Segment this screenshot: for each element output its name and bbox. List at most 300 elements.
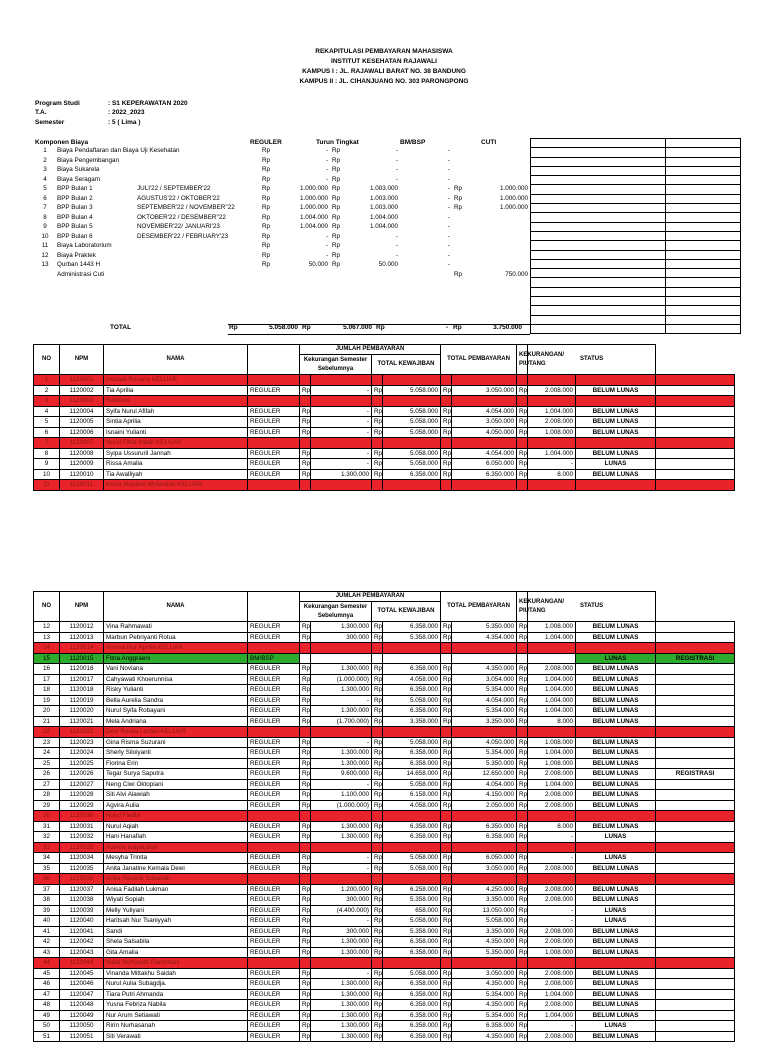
student-name: Nurul Fitria Indah KELUAR	[104, 438, 248, 449]
shortfall: 8.000	[528, 821, 576, 832]
side-grid-cell	[531, 185, 666, 194]
student-type: REGULER	[248, 989, 300, 1000]
rp-label: Rp	[372, 427, 383, 438]
reguler-value: -	[325, 242, 328, 249]
rp-label: Rp	[441, 674, 452, 685]
cuti-value	[466, 232, 530, 242]
institute-name: INSTITUT KESEHATAN RAJAWALI	[331, 58, 437, 65]
previous-semester-due: 9.600.000	[311, 769, 372, 780]
student-name: Nurul Aulia Subagdja.	[104, 979, 248, 990]
rp-label: Rp	[441, 448, 452, 459]
total-payment: 2.050.000	[452, 800, 517, 811]
empty-cell	[248, 874, 300, 885]
total-obligation: 6.358.000	[383, 989, 441, 1000]
rp-label: Rp	[300, 769, 311, 780]
rp-label: Rp	[300, 448, 311, 459]
shortfall: -	[528, 459, 576, 470]
student-row	[34, 821, 735, 832]
student-row	[34, 769, 735, 780]
rp-label: Rp	[372, 926, 383, 937]
student-type: REGULER	[248, 1010, 300, 1021]
empty-cell	[452, 842, 517, 853]
bm-value: -	[447, 166, 450, 173]
reguler-value: -	[325, 251, 328, 259]
side-grid-cell	[666, 166, 741, 175]
student-row	[34, 632, 735, 643]
component-period: SEPTEMBER'22 / NOVEMBER''22	[137, 204, 235, 211]
reguler-value: 1.004.000	[299, 223, 328, 230]
student-name: Anita Janatine Kemala Dewi	[104, 863, 248, 874]
previous-semester-due: -	[311, 737, 372, 748]
previous-semester-due: -	[311, 427, 372, 438]
student-name: Intanati Rosana KELUAR	[104, 375, 248, 386]
side-grid-row	[531, 287, 741, 296]
empty-cell	[452, 438, 517, 449]
cuti-value	[466, 241, 530, 251]
component-no: 7	[43, 204, 47, 211]
total-obligation: 6.358.000	[383, 758, 441, 769]
student-no: 8	[34, 448, 60, 459]
rp-label: Rp	[262, 156, 271, 164]
side-grid-cell	[531, 287, 666, 296]
status-extra	[656, 427, 735, 438]
side-grid-row	[531, 166, 741, 175]
empty-cell	[656, 874, 735, 885]
student-row	[34, 685, 735, 696]
rp-label: Rp	[332, 194, 341, 202]
total-payment: 4.354.000	[452, 632, 517, 643]
empty-cell	[517, 438, 528, 449]
status-extra	[656, 853, 735, 864]
total-obligation: 14.658.000	[383, 769, 441, 780]
rp-label: Rp	[517, 821, 528, 832]
rp-label	[452, 251, 466, 261]
rp-label: Rp	[441, 779, 452, 790]
student-name: Hani Hanafiah	[104, 832, 248, 843]
rp-label: Rp	[372, 459, 383, 470]
empty-cell	[311, 958, 372, 969]
student-name: Risky Yulianti	[104, 685, 248, 696]
total-payment: 6.350.000	[452, 469, 517, 480]
status-value: BELUM LUNAS	[576, 758, 656, 769]
student-no: 49	[34, 1010, 60, 1021]
previous-semester-due: -	[311, 863, 372, 874]
header-jumlah-pembayaran: JUMLAH PEMBAYARAN	[300, 345, 441, 355]
total-obligation: 5.058.000	[383, 459, 441, 470]
side-grid-row	[531, 259, 741, 268]
student-name: Gita Amalia	[104, 947, 248, 958]
side-grid-cell	[531, 259, 666, 268]
empty-cell	[576, 958, 656, 969]
student-no: 21	[34, 716, 60, 727]
component-name: Biaya Praktek	[57, 251, 96, 259]
shortfall: -	[528, 905, 576, 916]
side-grid-cell	[531, 324, 666, 333]
campus-2-address: KAMPUS II : JL. CIHANJUANG NO. 303 PARONGPONG	[299, 78, 469, 85]
side-grid-cell	[666, 278, 741, 287]
student-npm: 1120006	[60, 427, 104, 438]
previous-semester-due: -	[311, 853, 372, 864]
side-grid-cell	[666, 157, 741, 166]
student-npm: 1120012	[60, 622, 104, 633]
rp-label: Rp	[300, 685, 311, 696]
rp-label: Rp	[372, 716, 383, 727]
side-grid-cell	[666, 315, 741, 324]
empty-cell	[248, 375, 300, 386]
header-total-pembayaran: TOTAL PEMBAYARAN	[441, 592, 517, 622]
status-value: LUNAS	[576, 1021, 656, 1032]
student-no: 1	[34, 375, 60, 386]
student-npm: 1120032	[60, 832, 104, 843]
previous-semester-due: (1.000.000)	[311, 674, 372, 685]
rp-label: Rp	[372, 385, 383, 396]
rp-label: Rp	[300, 853, 311, 864]
shortfall: 2.008.000	[528, 1000, 576, 1011]
rp-label: Rp	[300, 968, 311, 979]
side-grid-cell	[531, 315, 666, 324]
student-type: REGULER	[248, 695, 300, 706]
spacer	[400, 270, 414, 280]
reguler-value	[274, 270, 330, 280]
student-row	[34, 737, 735, 748]
spacer	[400, 165, 414, 175]
status-extra	[656, 916, 735, 927]
side-grid-row	[531, 241, 741, 250]
previous-semester-due: 1.300.000	[311, 821, 372, 832]
student-npm: 1120040	[60, 916, 104, 927]
rp-label: Rp	[300, 937, 311, 948]
total-obligation: 5.058.000	[383, 417, 441, 428]
side-grid-row	[531, 231, 741, 240]
student-type: REGULER	[248, 937, 300, 948]
empty-cell	[452, 727, 517, 738]
reguler-value: 1.004.000	[299, 213, 328, 221]
turun-value: -	[395, 242, 398, 249]
rp-label: Rp	[441, 895, 452, 906]
side-grid-cell	[666, 306, 741, 315]
student-no: 45	[34, 968, 60, 979]
spacer	[400, 175, 414, 185]
empty-cell	[300, 874, 311, 885]
student-type: REGULER	[248, 448, 300, 459]
empty-cell	[372, 653, 383, 664]
student-npm: 1120002	[60, 385, 104, 396]
spacer	[400, 232, 414, 242]
shortfall: 8.000	[528, 716, 576, 727]
rp-label: Rp	[441, 459, 452, 470]
rp-label: Rp	[300, 800, 311, 811]
rp-label: Rp	[517, 947, 528, 958]
rp-label: Rp	[517, 459, 528, 470]
total-payment: 4.250.000	[452, 884, 517, 895]
student-no: 42	[34, 937, 60, 948]
component-row	[35, 175, 530, 185]
component-no: 13	[41, 261, 49, 268]
header-kekurangan-semester: Kekurangan Semester Sebelumnya	[300, 355, 372, 375]
turun-value: 50.000	[378, 261, 398, 268]
side-grid-row	[531, 324, 741, 333]
total-obligation: 4.058.000	[383, 800, 441, 811]
rp-label: Rp	[372, 1000, 383, 1011]
empty-cell	[441, 874, 452, 885]
student-npm: 1120044	[60, 958, 104, 969]
header-type	[248, 592, 300, 622]
empty-cell	[372, 727, 383, 738]
status-value: BELUM LUNAS	[576, 863, 656, 874]
student-row	[34, 469, 735, 480]
component-no: 10	[41, 232, 49, 240]
component-name: Qurban 1443 H	[57, 261, 101, 268]
rp-label: Rp	[372, 406, 383, 417]
rp-label: Rp	[441, 695, 452, 706]
student-type: REGULER	[248, 1021, 300, 1032]
component-name: BPP Bulan 6	[57, 232, 93, 240]
rp-label: Rp	[372, 779, 383, 790]
status-extra	[656, 821, 735, 832]
previous-semester-due: (1.700.000)	[311, 716, 372, 727]
total-obligation: 6.358.000	[383, 937, 441, 948]
previous-semester-due: -	[311, 779, 372, 790]
rp-label: Rp	[372, 989, 383, 1000]
empty-cell	[248, 480, 300, 491]
spacer	[400, 251, 414, 261]
previous-semester-due: 300.000	[311, 632, 372, 643]
rp-label: Rp	[300, 779, 311, 790]
student-no: 11	[34, 480, 60, 491]
component-period: AGUSTUS'22 / OKTOBER'22	[137, 194, 220, 202]
student-row	[34, 448, 735, 459]
student-no: 31	[34, 821, 60, 832]
student-type: REGULER	[248, 622, 300, 633]
rp-label	[452, 241, 466, 251]
previous-semester-due: 1.300.000	[311, 758, 372, 769]
program-value: : S1 KEPERAWATAN 2020	[108, 100, 188, 107]
shortfall: 1.004.000	[528, 685, 576, 696]
rp-label: Rp	[300, 1000, 311, 1011]
rp-label: Rp	[517, 685, 528, 696]
component-name: Biaya Sukarela	[57, 166, 100, 173]
shortfall: 1.008.000	[528, 427, 576, 438]
empty-cell	[383, 375, 441, 386]
total-obligation: 5.058.000	[383, 853, 441, 864]
empty-cell	[528, 643, 576, 654]
total-obligation: 5.058.000	[383, 448, 441, 459]
empty-cell	[383, 811, 441, 822]
empty-cell	[372, 480, 383, 491]
student-no: 27	[34, 779, 60, 790]
student-npm: 1120013	[60, 632, 104, 643]
student-npm: 1120034	[60, 853, 104, 864]
empty-cell	[248, 842, 300, 853]
empty-cell	[300, 438, 311, 449]
rp-label: Rp	[262, 175, 271, 183]
total-obligation: 5.058.000	[383, 779, 441, 790]
student-row	[34, 832, 735, 843]
student-row	[34, 895, 735, 906]
rp-label: Rp	[372, 937, 383, 948]
student-no: 4	[34, 406, 60, 417]
total-obligation: 6.358.000	[383, 706, 441, 717]
total-payment: 6.358.000	[452, 832, 517, 843]
student-npm: 1120003	[60, 396, 104, 407]
status-value: BELUM LUNAS	[576, 632, 656, 643]
empty-cell	[517, 375, 528, 386]
empty-cell	[441, 396, 452, 407]
total-payment: 5.354.000	[452, 1010, 517, 1021]
reguler-value: 50.000	[308, 261, 328, 268]
status-value: LUNAS	[576, 653, 656, 664]
total-payment: 5.350.000	[452, 622, 517, 633]
turun-value: 1.003.000	[369, 204, 398, 211]
total-payment: 3.350.000	[452, 895, 517, 906]
shortfall: -	[528, 832, 576, 843]
rp-label: Rp	[262, 213, 271, 221]
previous-semester-due: 1.300.000	[311, 947, 372, 958]
rp-label: Rp	[441, 979, 452, 990]
empty-cell	[517, 653, 528, 664]
turun-value: -	[395, 232, 398, 240]
empty-cell	[528, 375, 576, 386]
status-extra	[656, 674, 735, 685]
empty-cell	[383, 727, 441, 738]
empty-cell	[248, 811, 300, 822]
rp-label: Rp	[262, 242, 271, 249]
rp-label: Rp	[300, 459, 311, 470]
side-grid-row	[531, 176, 741, 185]
student-name: Mesyha Trinita	[104, 853, 248, 864]
student-row	[34, 989, 735, 1000]
rp-label: Rp	[372, 947, 383, 958]
side-grid-row	[531, 157, 741, 166]
empty-cell	[383, 480, 441, 491]
student-no: 51	[34, 1031, 60, 1042]
student-name: Fiorina Erin	[104, 758, 248, 769]
student-npm: 1120043	[60, 947, 104, 958]
side-grid-row	[531, 148, 741, 157]
student-type: REGULER	[248, 385, 300, 396]
spacer	[400, 222, 414, 232]
student-type: REGULER	[248, 853, 300, 864]
empty-cell	[528, 811, 576, 822]
student-row	[34, 958, 735, 969]
student-row	[34, 1010, 735, 1021]
student-type: REGULER	[248, 905, 300, 916]
student-name: Nurul Aqiah	[104, 821, 248, 832]
shortfall: 2.008.000	[528, 417, 576, 428]
previous-semester-due: (4.400.000)	[311, 905, 372, 916]
component-row	[35, 213, 530, 223]
rp-label: Rp	[332, 156, 341, 164]
col-cuti: CUTI	[481, 139, 497, 146]
component-no: 1	[43, 147, 47, 154]
status-extra	[656, 685, 735, 696]
side-grid-cell	[666, 250, 741, 259]
shortfall: -	[528, 1021, 576, 1032]
spacer	[400, 241, 414, 251]
turun-value: -	[395, 156, 398, 164]
student-name: Yusna Febriza Nabila	[104, 1000, 248, 1011]
total-obligation: 5.058.000	[383, 968, 441, 979]
empty-cell	[528, 480, 576, 491]
empty-cell	[248, 396, 300, 407]
empty-cell	[300, 643, 311, 654]
rp-label: Rp	[332, 213, 341, 221]
side-grid-cell	[531, 157, 666, 166]
empty-cell	[311, 643, 372, 654]
empty-cell	[452, 958, 517, 969]
header-total-kewajiban: TOTAL KEWAJIBAN	[372, 355, 441, 375]
status-value: LUNAS	[576, 916, 656, 927]
status-extra	[656, 895, 735, 906]
previous-semester-due: 1.300.000	[311, 748, 372, 759]
cuti-value	[466, 251, 530, 261]
student-no: 30	[34, 811, 60, 822]
total-obligation: 6.358.000	[383, 832, 441, 843]
student-name: Agvira Aulia	[104, 800, 248, 811]
student-npm: 1120020	[60, 706, 104, 717]
student-row	[34, 664, 735, 675]
side-grid-cell	[531, 176, 666, 185]
component-period: NOVEMBER'22/ JANUARI'23	[137, 223, 220, 230]
component-no	[35, 270, 55, 280]
side-grid-cell	[531, 222, 666, 231]
student-type: REGULER	[248, 748, 300, 759]
student-npm: 1120037	[60, 884, 104, 895]
rp-label: Rp	[517, 385, 528, 396]
cuti-value	[466, 165, 530, 175]
student-row	[34, 842, 735, 853]
bm-value: -	[447, 213, 450, 221]
component-row	[35, 241, 530, 251]
report-title: REKAPITULASI PEMBAYARAN MAHASISWA	[315, 48, 453, 55]
student-npm: 1120038	[60, 895, 104, 906]
rp-label: Rp	[517, 706, 528, 717]
spacer	[400, 213, 414, 223]
rp-label: Rp	[332, 166, 341, 173]
status-extra	[656, 884, 735, 895]
side-grid-cell	[531, 148, 666, 157]
shortfall: 1.004.000	[528, 706, 576, 717]
student-no: 19	[34, 695, 60, 706]
student-npm: 1120016	[60, 664, 104, 675]
rp-label: Rp	[454, 185, 463, 192]
rp-label	[452, 146, 466, 156]
rp-label: Rp	[300, 748, 311, 759]
rp-label: Rp	[517, 1031, 528, 1042]
rp-label: Rp	[300, 427, 311, 438]
empty-cell	[517, 727, 528, 738]
empty-cell	[372, 396, 383, 407]
rp-label: Rp	[441, 427, 452, 438]
empty-cell	[528, 842, 576, 853]
component-period: DESEMBER'22 / FEBRUARY'23	[137, 232, 229, 240]
cuti-value: 1.000.000	[499, 204, 528, 211]
bm-value: -	[447, 204, 450, 211]
previous-semester-due: -	[311, 448, 372, 459]
student-row	[34, 653, 735, 664]
previous-semester-due: 1.300.000	[311, 1031, 372, 1042]
total-obligation: 6.358.000	[383, 979, 441, 990]
side-grid-row	[531, 315, 741, 324]
total-obligation: 6.358.000	[383, 1031, 441, 1042]
student-row	[34, 937, 735, 948]
status-extra	[656, 448, 735, 459]
side-grid-cell	[531, 194, 666, 203]
rp-label: Rp	[300, 632, 311, 643]
student-name: Vina Rahmawati	[104, 622, 248, 633]
student-name: Marbun Pebriyanti Rotua	[104, 632, 248, 643]
side-grid-cell	[666, 269, 741, 278]
